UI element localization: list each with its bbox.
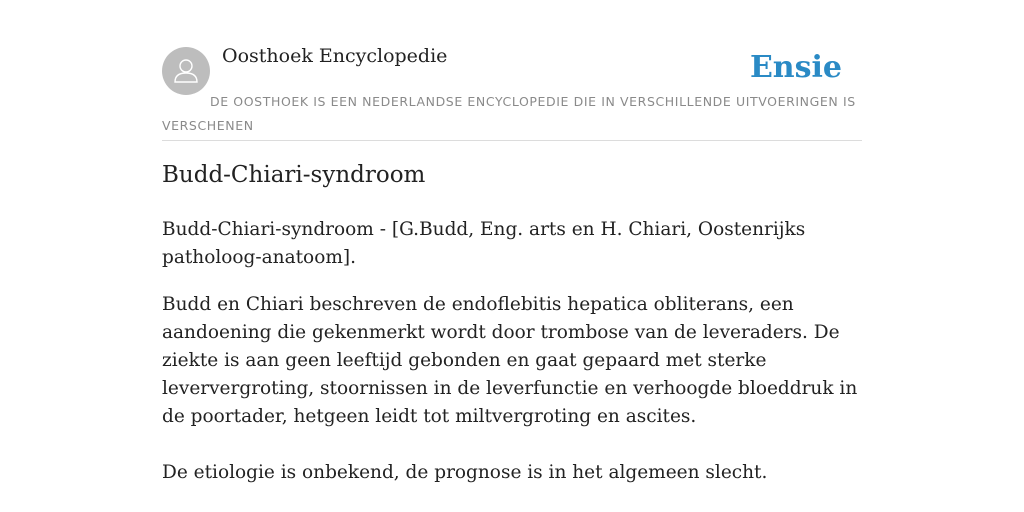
user-avatar-icon[interactable] bbox=[162, 47, 210, 95]
header bbox=[162, 0, 862, 141]
article-paragraph-3: De etiologie is onbekend, de prognose is in het algemeen slecht. bbox=[162, 462, 768, 483]
article-paragraph-1: Budd-Chiari-syndroom - [G.Budd, Eng. arts en H. Chiari, Oostenrijks patholoog-anatoom]. bbox=[162, 219, 806, 268]
site-name-link[interactable]: Oosthoek Encyclopedie bbox=[222, 45, 448, 67]
article-title: Budd-Chiari-syndroom bbox=[162, 162, 426, 188]
brand-logo-link[interactable]: Ensie bbox=[749, 50, 842, 85]
site-tagline: DE OOSTHOEK IS EEN NEDERLANDSE ENCYCLOPEDIE DIE IN VERSCHILLENDE UITVOERINGEN IS VERSCHENEN bbox=[162, 94, 856, 133]
page bbox=[162, 0, 862, 483]
article-paragraph-2: Budd en Chiari beschreven de endoflebitis hepatica obliterans, een aandoening die gekenmerkt wordt door trombose van de leveraders. De ziekte is aan geen leeftijd gebonden en gaat gepaard met sterke leververgroting, stoornissen in de leverfunctie en verhoogde bloeddruk in de poortader, hetgeen leidt tot miltvergroting en ascites. bbox=[162, 294, 858, 427]
user-silhouette-icon bbox=[162, 47, 210, 95]
